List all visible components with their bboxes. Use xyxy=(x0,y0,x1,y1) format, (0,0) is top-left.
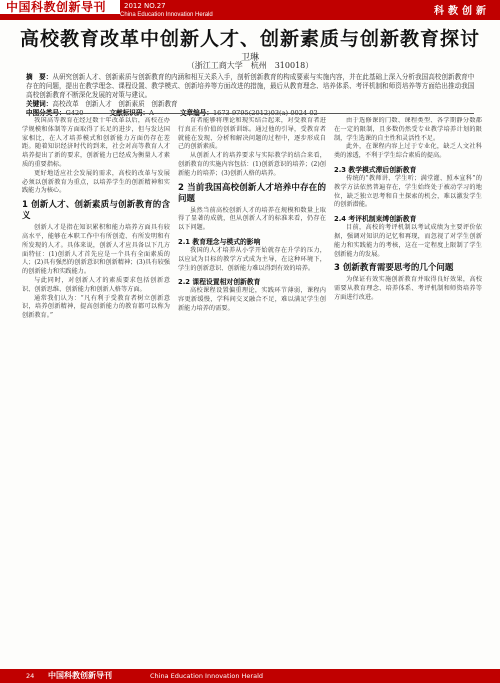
article-no-value: 1673-9795(2012)03(a)-0024-02 xyxy=(212,109,318,117)
paragraph: 育者能够将理论和现实结合起来，对受教育者进行真正有价值的创新训练。通过他的引导，受教育者就能在发现、分析和解决问题的过程中，逐步形成自己的创新素质。 xyxy=(178,117,326,151)
keywords-text: 高校改革 创新人才 创新素质 创新教育 xyxy=(52,100,178,108)
abstract-label: 摘 要： xyxy=(26,73,53,81)
section-heading: 1 创新人才、创新素质与创新教育的含义 xyxy=(22,200,170,222)
paragraph: 为保证有效实施创新教育并取得良好效果，高校需要从教育理念、培养体系、考评机制和师资培养等方面进行改进。 xyxy=(334,276,482,301)
divider xyxy=(26,113,474,114)
subsection-heading: 2.3 教学模式滞后创新教育 xyxy=(334,165,417,174)
column-2 xyxy=(178,117,326,647)
journal-masthead: 中国科教创新导刊 xyxy=(0,0,120,14)
article-author: 卫琳 xyxy=(240,53,259,63)
clc-label: 中图分类号： xyxy=(26,109,66,117)
author-affiliation: （浙江工商大学 杭州 310018） xyxy=(186,61,314,70)
paragraph: 通常我们认为：“凡有利于受教育者树立创新意识，培养创新精神，提高创新能力的教育都可以称为创新教育。” xyxy=(22,294,170,320)
article-no-label: 文章编号： xyxy=(179,109,213,117)
paragraph: 传统的“教师讲、学生听；满堂灌、照本宣科”的教学方法依然普遍存在，学生始终处于被动学习的地位，缺乏独立思考和自主探索的机会，难以激发学生的创新潜能。 xyxy=(334,174,482,209)
clc-value: G420 xyxy=(65,109,84,117)
journal-english-name: China Education Innovation Herald xyxy=(120,12,213,18)
abstract-block xyxy=(26,73,476,118)
paragraph: 高校课程设置偏重理论，实践环节薄弱，课程内容更新缓慢，学科间交叉融合不足，难以满足学生创新能力培养的需要。 xyxy=(178,287,326,312)
column-1 xyxy=(22,117,170,647)
section-heading: 3 创新教育需要思考的几个问题 xyxy=(334,263,454,274)
footer-bar xyxy=(0,669,500,683)
doc-code-label: 文献标识码： xyxy=(109,109,150,117)
doc-code-value: A xyxy=(149,109,154,117)
keywords-label: 关键词： xyxy=(26,100,53,108)
subsection-heading: 2.2 课程设置相对创新教育 xyxy=(178,278,261,287)
paragraph: 从创新人才的培养要求与实际教学的结合来看，创新教育的实施内容包括：(1)创新意识的培养；(2)创新能力的培养；(3)创新人格的培养。 xyxy=(178,152,326,177)
paragraph: 虽然当前高校创新人才的培养在规模和数量上取得了显著的成就，但从创新人才的标准来看，仍存在以下问题。 xyxy=(178,206,326,232)
subsection-heading: 2.1 教育理念与模式的影响 xyxy=(178,237,261,246)
section-tag: 科教创新 xyxy=(434,6,490,17)
issue-number: 2012 NO.27 xyxy=(124,2,166,10)
paragraph: 更好地适应社会发展的需求，高校的改革与发展必须以创新教育为重点，以培养学生的创新精神和实践能力为核心。 xyxy=(22,169,170,195)
paragraph: 由于选修课的门数、课程类型、各学期静分数都在一定的限制，且多数仍然受专业教学培养计划的限制，学生选课的自主性和灵活性不足。 xyxy=(334,117,482,142)
column-3 xyxy=(334,117,482,647)
article-title: 高校教育改革中创新人才、创新素质与创新教育探讨 xyxy=(19,28,480,50)
keywords xyxy=(26,100,476,109)
section-heading: 2 当前我国高校创新人才培养中存在的问题 xyxy=(178,182,326,204)
footer-journal-name: 中国科教创新导刊 xyxy=(48,671,112,680)
paragraph: 此外，在课程内容上过于专业化，缺乏人文社科类的渗透，不利于学生综合素质的提高。 xyxy=(334,143,482,160)
header-bar xyxy=(0,0,500,20)
paragraph: 我国高等教育在经过数十年改革以后，高校在办学规模和体制等方面取得了长足的进步，但与发达国家相比，在人才培养模式和创新能力方面仍存在差距。随着知识经济时代的到来，社会对高等教育人才培养提出了新的要求，创新能力已经成为衡量人才素质的重要指标。 xyxy=(22,117,170,168)
abstract-text: 从研究创新人才、创新素质与创新教育的内涵和相互关系入手，剖析创新教育的构成要素与实施内容，并在此基础上深入分析我国高校创新教育中存在的问题，提出在教学理念、课程设置、教学模式、创新培养等方面改进的措施，最后从教育理念、培养体系、考评机制和师资培养等方面给出推动我国高校创新教育不断深化发展的对策与建议。 xyxy=(26,73,475,99)
paragraph: 与此同时，对创新人才的素质要求包括创新意识、创新思维、创新能力和创新人格等方面。 xyxy=(22,276,170,293)
page-number: 24 xyxy=(26,672,35,680)
paragraph: 创新人才是指在知识累积和能力培养方面具有较高水平，能够在本职工作中有所创造、有所发明和有所发现的人才。具体来说，创新人才应具备以下几方面特征：(1)创新人才首先应是一个具有全面素质的人；(2)具有强烈的创新意识和创新精神；(3)具有较强的创新能力和实践能力。 xyxy=(22,224,170,276)
abstract xyxy=(26,73,476,100)
footer-journal-english: China Education Innovation Herald xyxy=(150,672,264,680)
subsection-heading: 2.4 考评机制束缚创新教育 xyxy=(334,215,417,224)
paragraph: 我国的人才培养从小学开始就存在升学的压力，以应试为目标的教学方式成为主导，在这种环境下，学生的创新意识、创新能力难以得到有效的培养。 xyxy=(178,246,326,272)
paragraph: 目前，高校的考评机制以考试成绩为主要评价依据，强调对知识的记忆和再现，而忽视了对学生创新能力和实践能力的考核，这在一定程度上限制了学生创新能力的发展。 xyxy=(334,224,482,258)
